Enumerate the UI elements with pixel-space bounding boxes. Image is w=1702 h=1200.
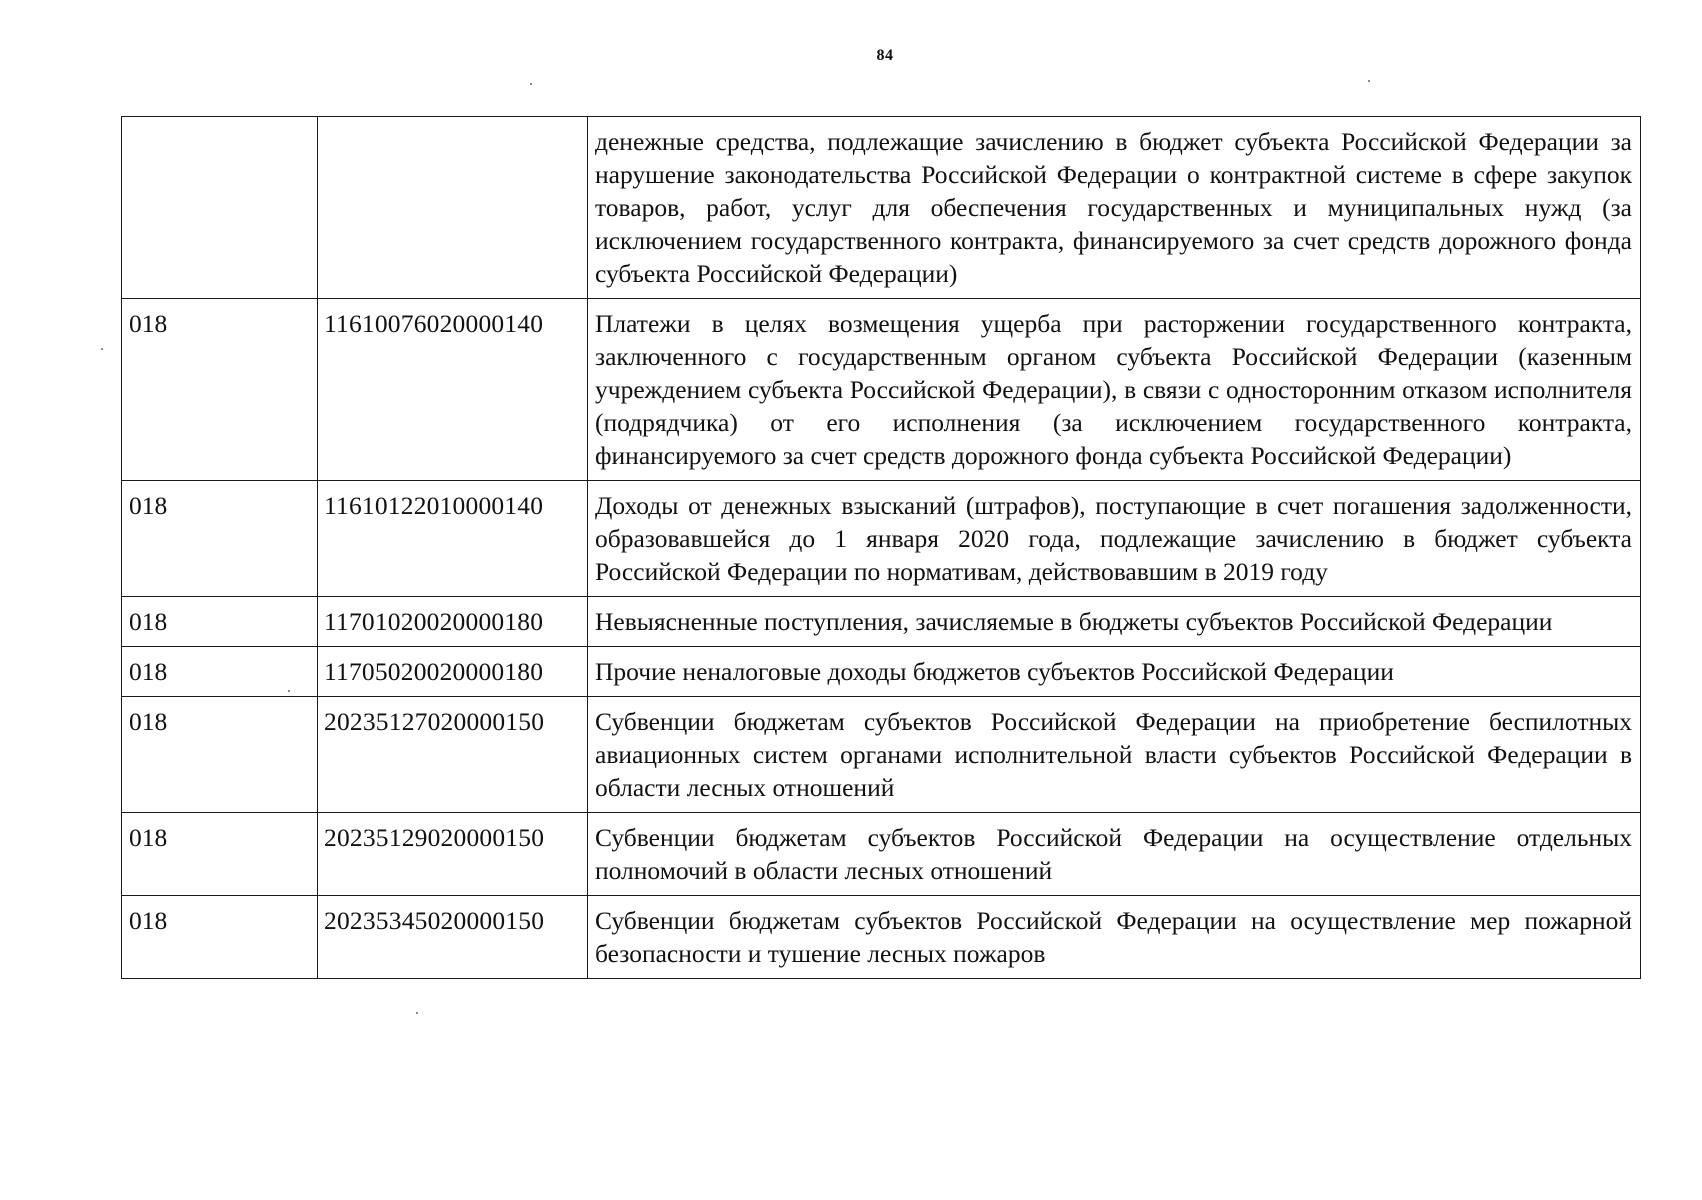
- admin-code-cell: 018: [122, 481, 318, 597]
- budget-code-cell: 11705020020000180: [318, 647, 588, 697]
- table-row: [122, 481, 1641, 597]
- admin-code-cell: 018: [122, 813, 318, 896]
- budget-code-cell: 20235129020000150: [318, 813, 588, 896]
- budget-codes-table: [121, 116, 1641, 979]
- budget-code-cell: 20235127020000150: [318, 697, 588, 813]
- budget-code-cell: 11701020020000180: [318, 597, 588, 647]
- scan-speck: [1368, 80, 1370, 82]
- admin-code-cell: 018: [122, 896, 318, 979]
- description-cell: денежные средства, подлежащие зачислению в бюджет субъекта Российской Федерации за нарушение законодательства Российской Федерации о контрактной системе в сфере закупок товаров, работ, услуг для обеспечения государственных и муниципальных нужд (за исключением государственного контракта, финансируемого за счет средств дорожного фонда субъекта Российской Федерации): [588, 117, 1641, 299]
- description-cell: Платежи в целях возмещения ущерба при расторжении государственного контракта, заключенного с государственным органом субъекта Российской Федерации (казенным учреждением субъекта Российской Федерации), в связи с односторонним отказом исполнителя (подрядчика) от его исполнения (за исключением государственного контракта, финансируемого за счет средств дорожного фонда субъекта Российской Федерации): [588, 299, 1641, 481]
- admin-code-cell: 018: [122, 299, 318, 481]
- description-cell: Доходы от денежных взысканий (штрафов), поступающие в счет погашения задолженности, образовавшейся до 1 января 2020 года, подлежащие зачислению в бюджет субъекта Российской Федерации по нормативам, действовавшим в 2019 году: [588, 481, 1641, 597]
- table-row: [122, 647, 1641, 697]
- description-cell: Субвенции бюджетам субъектов Российской Федерации на осуществление мер пожарной безопасности и тушение лесных пожаров: [588, 896, 1641, 979]
- table-row: [122, 597, 1641, 647]
- admin-code-cell: 018: [122, 597, 318, 647]
- scan-speck: [530, 83, 532, 85]
- table-row: [122, 896, 1641, 979]
- scan-speck: [101, 348, 103, 350]
- description-cell: Прочие неналоговые доходы бюджетов субъектов Российской Федерации: [588, 647, 1641, 697]
- scan-speck: [288, 690, 290, 692]
- admin-code-cell: [122, 117, 318, 299]
- description-cell: Субвенции бюджетам субъектов Российской Федерации на осуществление отдельных полномочий в области лесных отношений: [588, 813, 1641, 896]
- scan-speck: [416, 1012, 418, 1014]
- budget-code-cell: [318, 117, 588, 299]
- budget-code-cell: 11610076020000140: [318, 299, 588, 481]
- table-row: [122, 813, 1641, 896]
- budget-code-cell: 11610122010000140: [318, 481, 588, 597]
- table-row: [122, 299, 1641, 481]
- budget-code-cell: 20235345020000150: [318, 896, 588, 979]
- admin-code-cell: 018: [122, 647, 318, 697]
- description-cell: Невыясненные поступления, зачисляемые в бюджеты субъектов Российской Федерации: [588, 597, 1641, 647]
- admin-code-cell: 018: [122, 697, 318, 813]
- table-row: [122, 697, 1641, 813]
- description-cell: Субвенции бюджетам субъектов Российской Федерации на приобретение беспилотных авиационных систем органами исполнительной власти субъектов Российской Федерации в области лесных отношений: [588, 697, 1641, 813]
- table-row: [122, 117, 1641, 299]
- page-number: 84: [876, 47, 894, 64]
